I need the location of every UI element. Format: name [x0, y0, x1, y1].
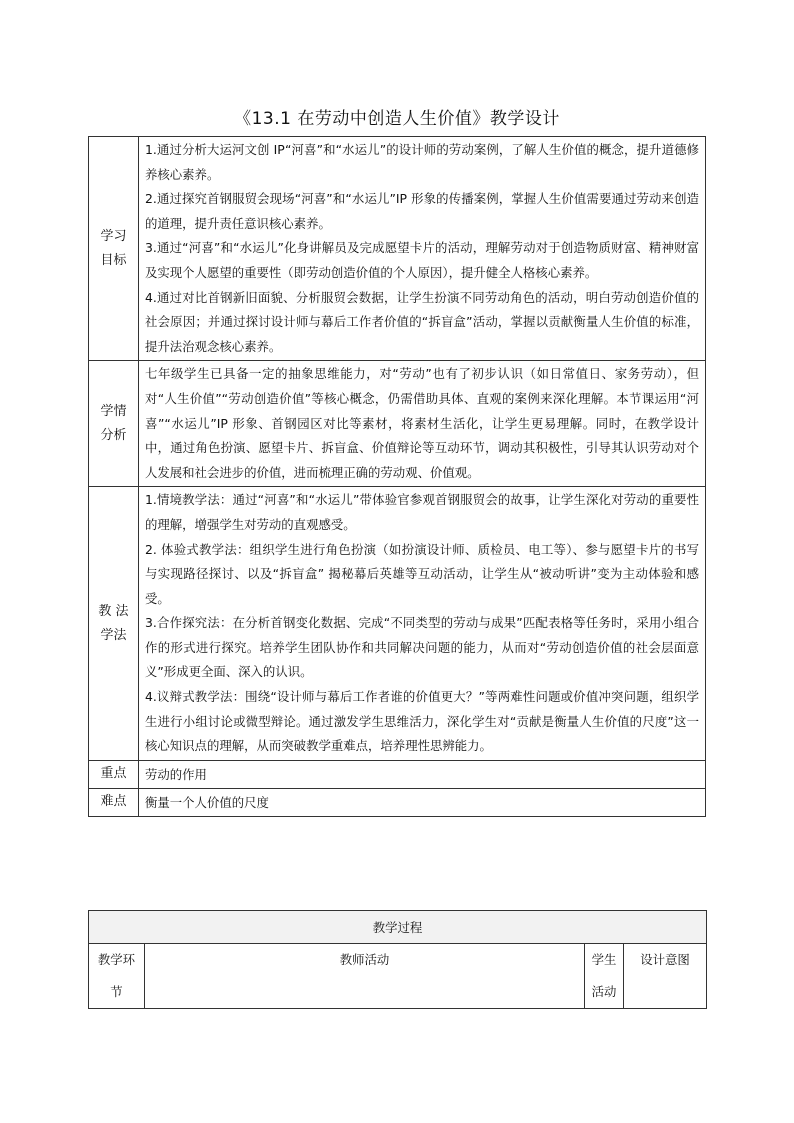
- stage-column-header: [89, 944, 145, 1009]
- process-columns-row: [89, 944, 707, 1009]
- analysis-content: [139, 361, 706, 487]
- stage-column-line1: 教学环: [97, 952, 136, 967]
- analysis-text: 七年级学生已具备一定的抽象思维能力，对“劳动”也有了初步认识（如日常值日、家务劳动），但对“人生价值”“劳动创造价值”等核心概念，仍需借助具体、直观的案例来深化理解。本节课运用“河喜”“水运儿”IP 形象、首钢园区对比等素材，将素材生活化，让学生更易理解。同时，在教学设计中，通过角色扮演、愿望卡片、拆盲盒、价值辩论等互动环节，调动其积极性，引导其认识劳动对个人发展和社会进步的价值，进而梳理正确的劳动观、价值观。: [145, 366, 699, 480]
- page-title: 《13.1 在劳动中创造人生价值》教学设计: [234, 109, 560, 129]
- stage-column-line2: 节: [110, 984, 123, 999]
- intent-column-header: 设计意图: [624, 944, 707, 1009]
- key-point-label: 重点: [89, 760, 139, 788]
- methods-label-line1: 教 法: [98, 603, 129, 619]
- key-point-text: 劳动的作用: [139, 760, 706, 788]
- methods-label: [89, 487, 139, 761]
- method-item: 1.情境教学法：通过“河喜”和“水运儿”带体验官参观首钢服贸会的故事，让学生深化对劳动的重要性的理解，增强学生对劳动的直观感受。: [145, 492, 699, 532]
- objectives-content: [139, 137, 706, 361]
- student-column-line1: 学生: [591, 952, 617, 967]
- analysis-label: [89, 361, 139, 487]
- student-column-line2: 活动: [591, 984, 617, 999]
- difficulty-row: [89, 788, 706, 816]
- methods-label-line2: 学法: [100, 627, 127, 643]
- method-item: 4.议辩式教学法：围绕“设计师与幕后工作者谁的价值更大？”等两难性问题或价值冲突问题，组织学生进行小组讨论或微型辩论。通过激发学生思维活力，深化学生对“贡献是衡量人生价值的尺度”这一核心知识点的理解，从而突破教学重难点，培养理性思辨能力。: [145, 689, 699, 754]
- process-header: 教学过程: [89, 911, 707, 944]
- analysis-label-line2: 分析: [100, 427, 127, 443]
- objective-item: 4.通过对比首钢新旧面貌、分析服贸会数据，让学生扮演不同劳动角色的活动，明白劳动创造价值的社会原因；并通过探讨设计师与幕后工作者价值的“拆盲盒”活动，掌握以贡献衡量人生价值的标准，提升法治观念核心素养。: [145, 289, 699, 354]
- difficulty-label: 难点: [89, 788, 139, 816]
- objectives-label-line2: 目标: [100, 252, 127, 268]
- methods-row: [89, 487, 706, 761]
- objective-item: 2.通过探究首钢服贸会现场“河喜”和“水运儿”IP 形象的传播案例，掌握人生价值需要通过劳动来创造的道理，提升责任意识核心素养。: [145, 191, 699, 231]
- key-point-row: [89, 760, 706, 788]
- teacher-column-header: 教师活动: [145, 944, 585, 1009]
- lesson-info-table: [88, 136, 706, 817]
- objective-item: 1.通过分析大运河文创 IP“河喜”和“水运儿”的设计师的劳动案例，了解人生价值的概念，提升道德修养核心素养。: [145, 142, 699, 182]
- objectives-label: [89, 137, 139, 361]
- objectives-label-line1: 学习: [100, 228, 127, 244]
- methods-content: [139, 487, 706, 761]
- teaching-process-table: [88, 910, 707, 1009]
- student-column-header: [585, 944, 624, 1009]
- objective-item: 3.通过“河喜”和“水运儿”化身讲解员及完成愿望卡片的活动，理解劳动对于创造物质财富、精神财富及实现个人愿望的重要性（即劳动创造价值的个人原因），提升健全人格核心素养。: [145, 240, 699, 280]
- analysis-row: [89, 361, 706, 487]
- method-item: 2. 体验式教学法：组织学生进行角色扮演（如扮演设计师、质检员、电工等）、参与愿望卡片的书写与实现路径探讨、以及“拆盲盒” 揭秘幕后英雄等互动活动，让学生从“被动听讲”变为主动体验和感受。: [145, 541, 699, 606]
- method-item: 3.合作探究法：在分析首钢变化数据、完成“不同类型的劳动与成果”匹配表格等任务时，采用小组合作的形式进行探究。培养学生团队协作和共同解决问题的能力，从而对“劳动创造价值的社会层面意义”形成更全面、深入的认识。: [145, 615, 699, 680]
- analysis-label-line1: 学情: [100, 403, 127, 419]
- objectives-row: [89, 137, 706, 361]
- difficulty-text: 衡量一个人价值的尺度: [139, 788, 706, 816]
- process-header-row: [89, 911, 707, 944]
